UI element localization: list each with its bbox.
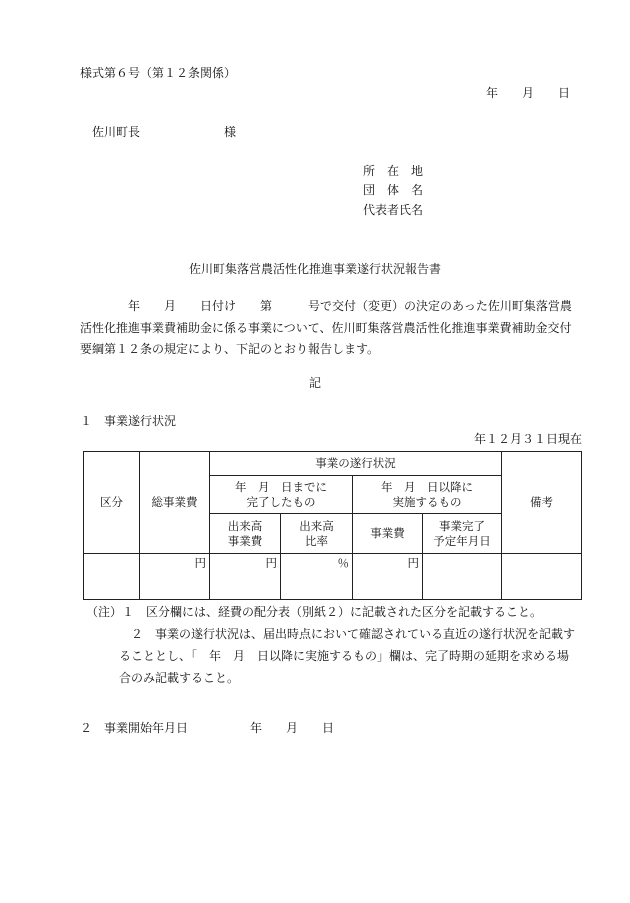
section1-title: １ 事業遂行状況 <box>80 414 177 428</box>
col-done-ratio-line2: 比率 <box>305 533 328 548</box>
note-2-line2: ることとし、「 年 月 日以降に実施するもの」欄は、完了時期の延期を求める場 <box>119 649 570 663</box>
ki-heading: 記 <box>308 376 321 390</box>
col-done-cost-line1: 出来高 <box>227 518 263 533</box>
col-completed-line2: 完了したもの <box>246 494 316 509</box>
addressee: 佐川町長 様 <box>92 125 237 139</box>
col-done-cost-line2: 事業費 <box>227 533 263 548</box>
cell-done-ratio: ％ <box>281 554 353 600</box>
progress-table <box>83 451 582 600</box>
col-progress: 事業の遂行状況 <box>210 452 502 476</box>
col-future-line1: 年 月 日以降に <box>381 479 473 494</box>
applicant-org-label: 団 体 名 <box>363 183 424 197</box>
note-2-line3: 合のみ記載すること。 <box>119 671 240 685</box>
col-completed <box>210 476 353 514</box>
col-future-line2: 実施するもの <box>392 494 462 509</box>
col-planned-date <box>423 514 502 554</box>
col-future <box>353 476 502 514</box>
cell-planned-date <box>423 554 502 600</box>
note-2-line1: ２ 事業の遂行状況は、届出時点において確認されている直近の遂行状況を記載す <box>131 627 576 641</box>
cell-total-cost: 円 <box>140 554 210 600</box>
body-line-2: 活性化推進事業費補助金に係る事業について、佐川町集落営農活性化推進事業費補助金交付 <box>80 320 572 335</box>
start-date: 年 月 日 <box>250 721 335 735</box>
col-kubun: 区分 <box>84 452 140 554</box>
form-number: 様式第６号（第１２条関係） <box>80 66 237 80</box>
cell-done-cost: 円 <box>210 554 281 600</box>
body-line-1: 年 月 日付け 第 号で交付（変更）の決定のあった佐川町集落営農 <box>128 299 572 313</box>
body-text <box>80 296 580 361</box>
col-done-ratio-line1: 出来高 <box>299 518 334 533</box>
cell-kubun <box>84 554 140 600</box>
body-line-3: 要綱第１２条の規定により、下記のとおり報告します。 <box>80 342 380 356</box>
col-total-cost: 総事業費 <box>140 452 210 554</box>
applicant-address-label: 所 在 地 <box>363 164 424 178</box>
document-title: 佐川町集落営農活性化推進事業遂行状況報告書 <box>188 262 441 276</box>
cell-future-cost: 円 <box>353 554 423 600</box>
col-done-ratio <box>281 514 353 554</box>
col-done-cost <box>210 514 281 554</box>
col-planned-line2: 予定年月日 <box>433 533 491 548</box>
report-date: 年 月 日 <box>485 86 570 100</box>
note-1: （注）１ 区分欄には、経費の配分表（別紙２）に記載された区分を記載すること。 <box>86 605 543 619</box>
col-completed-line1: 年 月 日までに <box>235 479 327 494</box>
applicant-rep-label: 代表者氏名 <box>363 203 424 217</box>
as-of-date: 年１２月３１日現在 <box>473 432 582 446</box>
cell-remarks <box>502 554 582 600</box>
col-planned-line1: 事業完了 <box>439 518 485 533</box>
col-remarks: 備考 <box>502 452 582 554</box>
col-future-cost: 事業費 <box>353 514 423 554</box>
section2-title: ２ 事業開始年月日 <box>80 721 189 735</box>
